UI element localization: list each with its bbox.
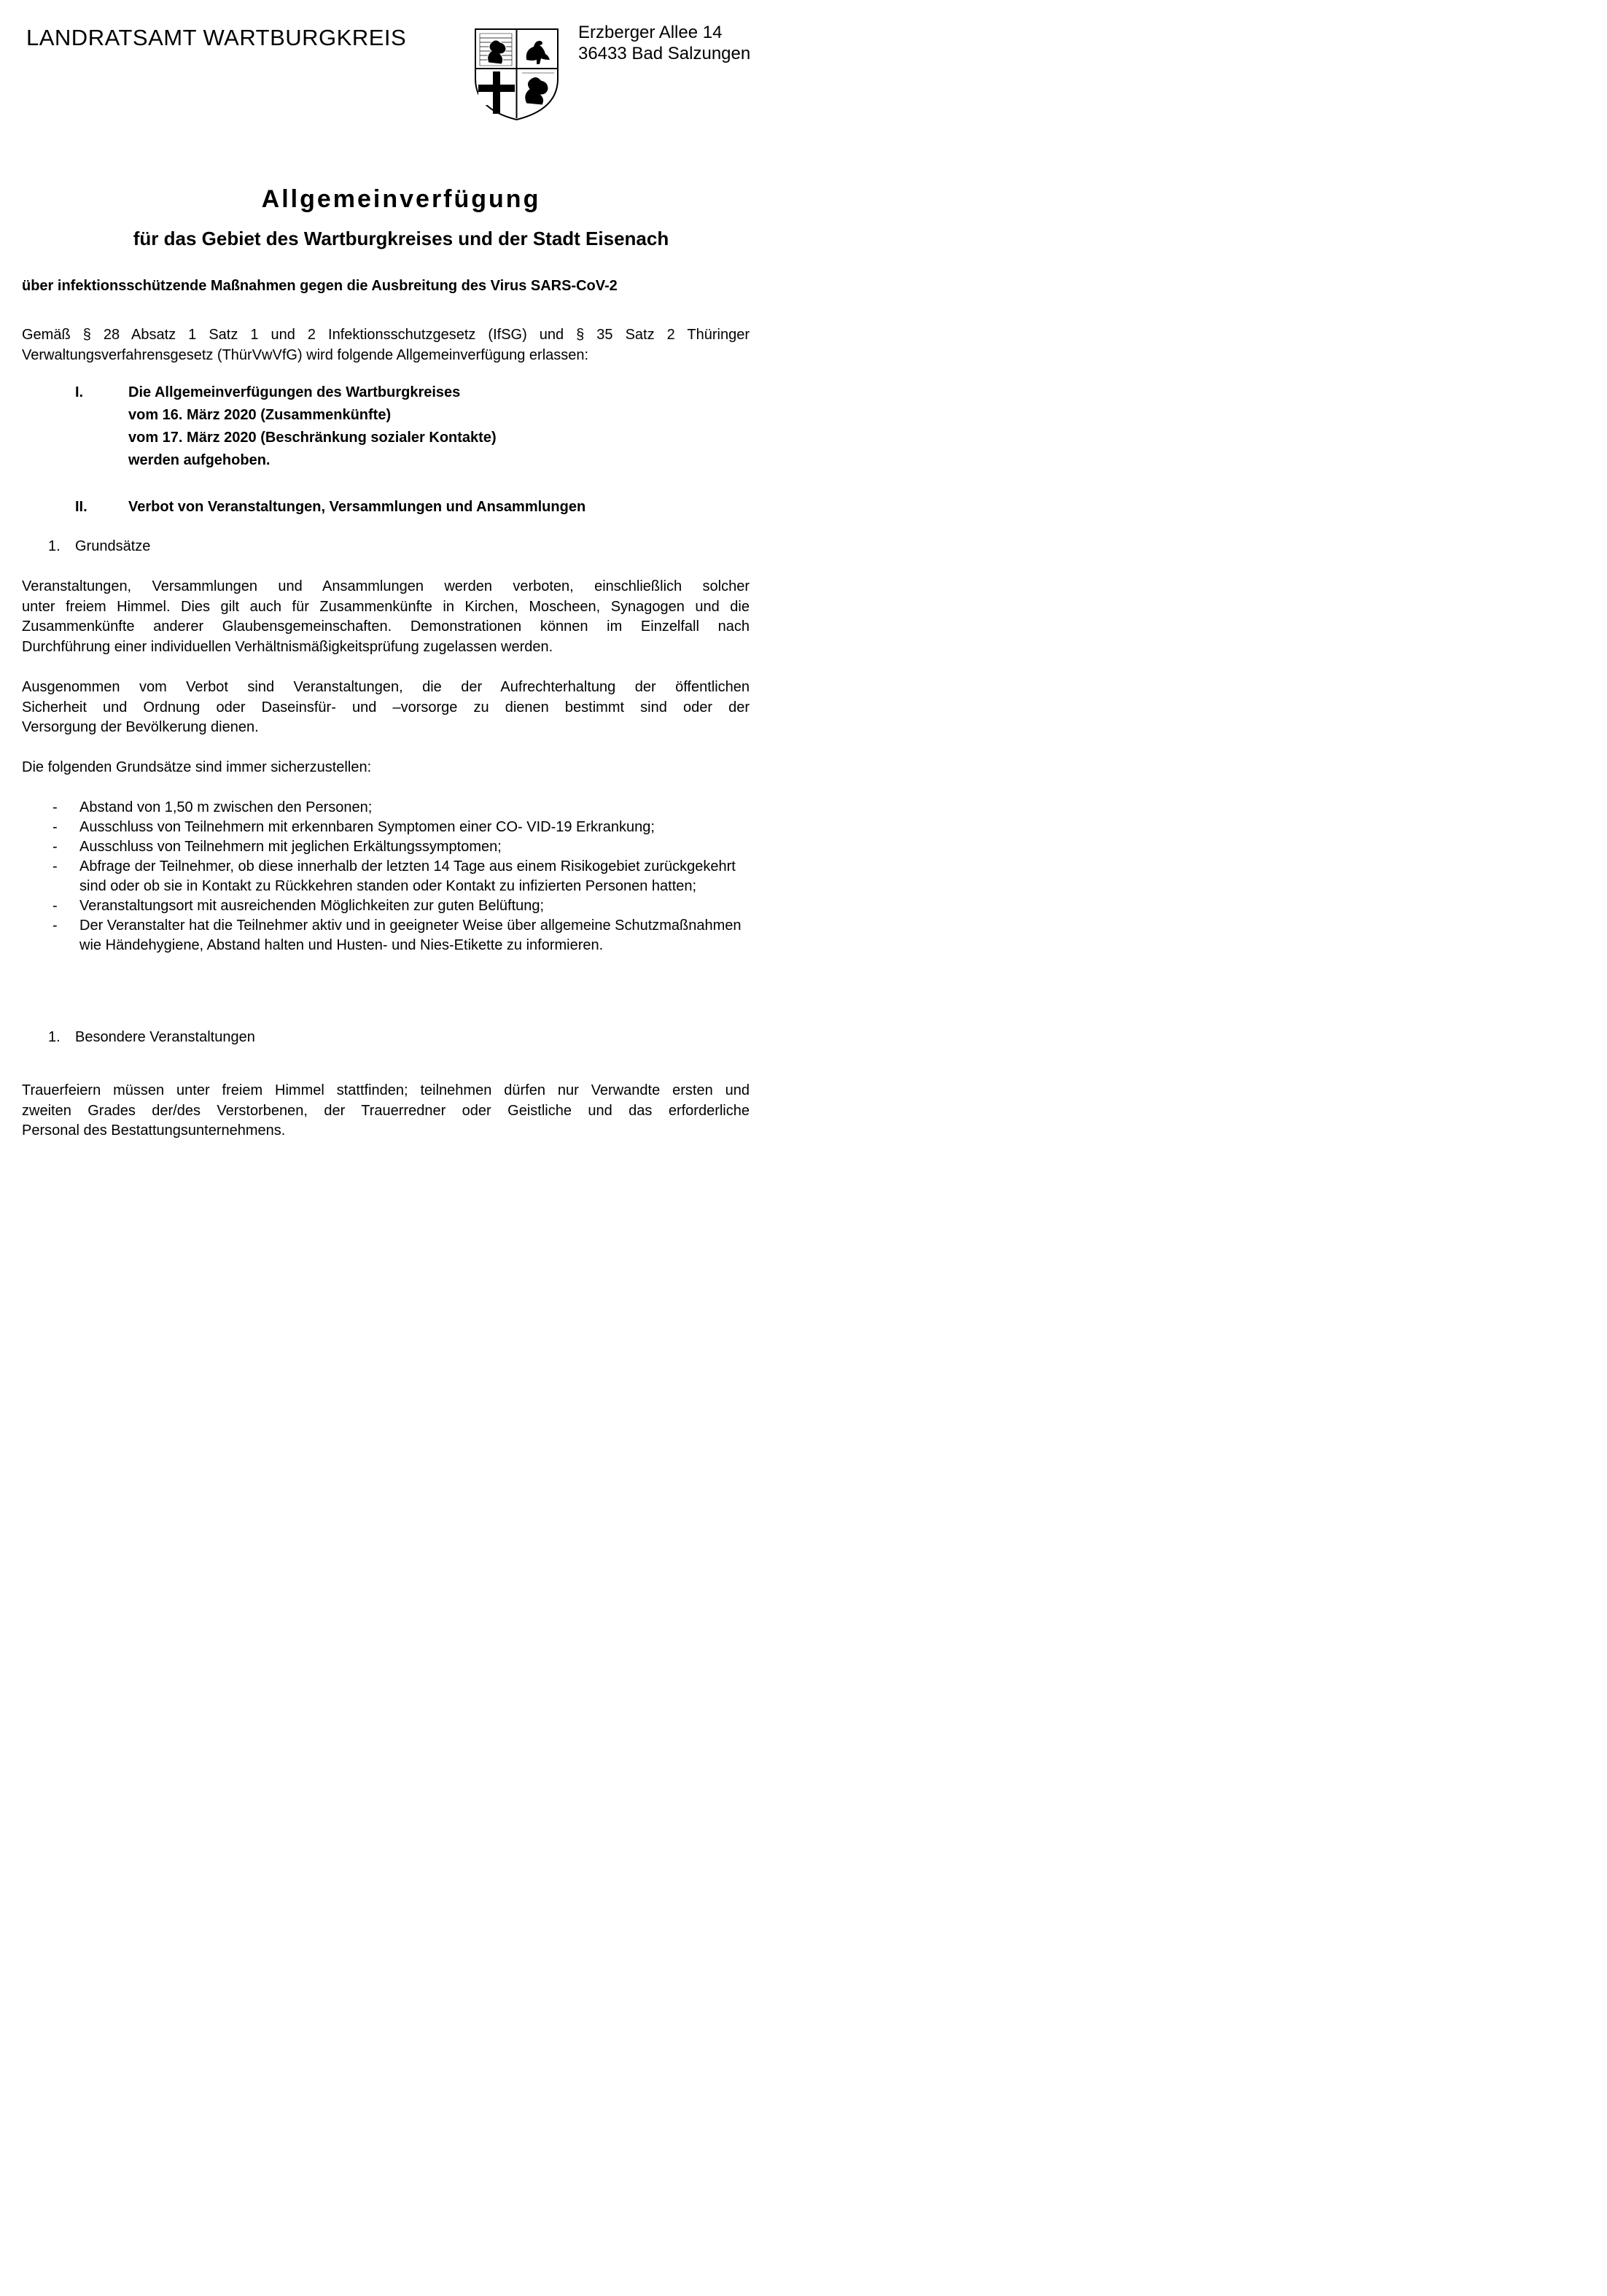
list-item bbox=[48, 798, 763, 818]
list-item-text: Veranstaltungsort mit ausreichenden Möglichkeiten zur guten Belüftung; bbox=[79, 898, 545, 914]
address-city: 36433 Bad Salzungen bbox=[578, 44, 751, 63]
paragraph-line: Veranstaltungen, Versammlungen und Ansammlungen werden verboten, einschließlich solcher bbox=[22, 578, 750, 594]
paragraph-line: unter freiem Himmel. Dies gilt auch für Zusammenkünfte in Kirchen, Moscheen, Synagogen und die bbox=[22, 598, 750, 615]
paragraph-line: Sicherheit und Ordnung oder Daseinsfür- und –vorsorge zu dienen bestimmt sind oder der bbox=[22, 699, 750, 715]
list-item bbox=[48, 857, 763, 896]
subsection-label: Besondere Veranstaltungen bbox=[75, 1029, 255, 1045]
paragraph-line: Versorgung der Bevölkerung dienen. bbox=[22, 719, 259, 735]
section-1-line: werden aufgehoben. bbox=[128, 452, 271, 468]
address-street: Erzberger Allee 14 bbox=[578, 23, 723, 42]
bullet-marker: - bbox=[52, 918, 58, 934]
subsection-number: 1. bbox=[48, 1029, 61, 1045]
section-1-line: Die Allgemeinverfügungen des Wartburgkreises bbox=[128, 384, 461, 400]
subsection-label: Grundsätze bbox=[75, 538, 151, 554]
bullet-marker: - bbox=[52, 898, 58, 914]
list-item-text: Ausschluss von Teilnehmern mit erkennbaren Symptomen einer CO- VID-19 Erkrankung; bbox=[79, 819, 655, 835]
address-block bbox=[578, 22, 750, 64]
paragraph-exceptions bbox=[22, 678, 750, 738]
document-title: Allgemeinverfügung bbox=[261, 185, 541, 213]
list-item bbox=[48, 916, 763, 955]
list-item bbox=[48, 896, 763, 916]
section-1-numeral: I. bbox=[75, 384, 84, 400]
section-2-numeral: II. bbox=[75, 499, 87, 515]
section-1-body bbox=[128, 381, 497, 472]
paragraph-line: Personal des Bestattungsunternehmens. bbox=[22, 1122, 286, 1139]
intro-paragraph bbox=[22, 325, 750, 365]
paragraph-line: Durchführung einer individuellen Verhältnismäßigkeitsprüfung zugelassen werden. bbox=[22, 638, 553, 655]
list-item-text: Der Veranstalter hat die Teilnehmer aktiv und in geeigneter Weise über allgemeine Schutzmaßnahmen wie Händehygiene, Abstand halten und Husten- und Nies-Etikette zu informieren. bbox=[79, 918, 742, 953]
document-subject: über infektionsschützende Maßnahmen gegen die Ausbreitung des Virus SARS-CoV-2 bbox=[22, 278, 618, 294]
paragraph-prohibition bbox=[22, 577, 750, 657]
list-item-text: Abfrage der Teilnehmer, ob diese innerhalb der letzten 14 Tage aus einem Risikogebiet zurückgekehrt sind oder ob sie in Kontakt zu Rückkehren standen oder Kontakt zu infizierten Personen hatten; bbox=[79, 858, 736, 894]
intro-line: Verwaltungsverfahrensgesetz (ThürVwVfG) wird folgende Allgemeinverfügung erlassen: bbox=[22, 346, 589, 363]
paragraph-line: Ausgenommen vom Verbot sind Veranstaltungen, die der Aufrechterhaltung der öffentlichen bbox=[22, 679, 750, 695]
list-item-text: Ausschluss von Teilnehmern mit jeglichen Erkältungssymptomen; bbox=[79, 839, 502, 855]
document-subtitle: für das Gebiet des Wartburgkreises und der Stadt Eisenach bbox=[133, 228, 669, 249]
section-1-line: vom 17. März 2020 (Beschränkung sozialer Kontakte) bbox=[128, 430, 497, 446]
list-item-text: Abstand von 1,50 m zwischen den Personen; bbox=[79, 799, 373, 815]
section-2-heading: Verbot von Veranstaltungen, Versammlungen und Ansammlungen bbox=[128, 499, 586, 515]
bullet-marker: - bbox=[52, 819, 58, 835]
authority-name: LANDRATSAMT WARTBURGKREIS bbox=[26, 25, 407, 50]
list-item bbox=[48, 818, 763, 837]
paragraph-line: zweiten Grades der/des Verstorbenen, der Trauerredner oder Geistliche und das erforderliche bbox=[22, 1102, 750, 1119]
section-1-line: vom 16. März 2020 (Zusammenkünfte) bbox=[128, 407, 392, 423]
paragraph-line: Trauerfeiern müssen unter freiem Himmel stattfinden; teilnehmen dürfen nur Verwandte ersten und bbox=[22, 1082, 750, 1098]
bullet-marker: - bbox=[52, 839, 58, 855]
bullet-marker: - bbox=[52, 858, 58, 874]
subsection-number: 1. bbox=[48, 538, 61, 554]
paragraph-line: Zusammenkünfte anderer Glaubensgemeinschaften. Demonstrationen können im Einzelfall nach bbox=[22, 618, 750, 635]
paragraph-line: Die folgenden Grundsätze sind immer sicherzustellen: bbox=[22, 759, 372, 775]
coat-of-arms-icon bbox=[474, 28, 559, 121]
bullet-marker: - bbox=[52, 799, 58, 815]
intro-line: Gemäß § 28 Absatz 1 Satz 1 und 2 Infektionsschutzgesetz (IfSG) und § 35 Satz 2 Thüringer bbox=[22, 327, 750, 343]
list-item bbox=[48, 837, 763, 857]
paragraph-principles-intro bbox=[22, 758, 750, 778]
paragraph-funerals bbox=[22, 1081, 750, 1141]
principles-list bbox=[48, 798, 763, 955]
